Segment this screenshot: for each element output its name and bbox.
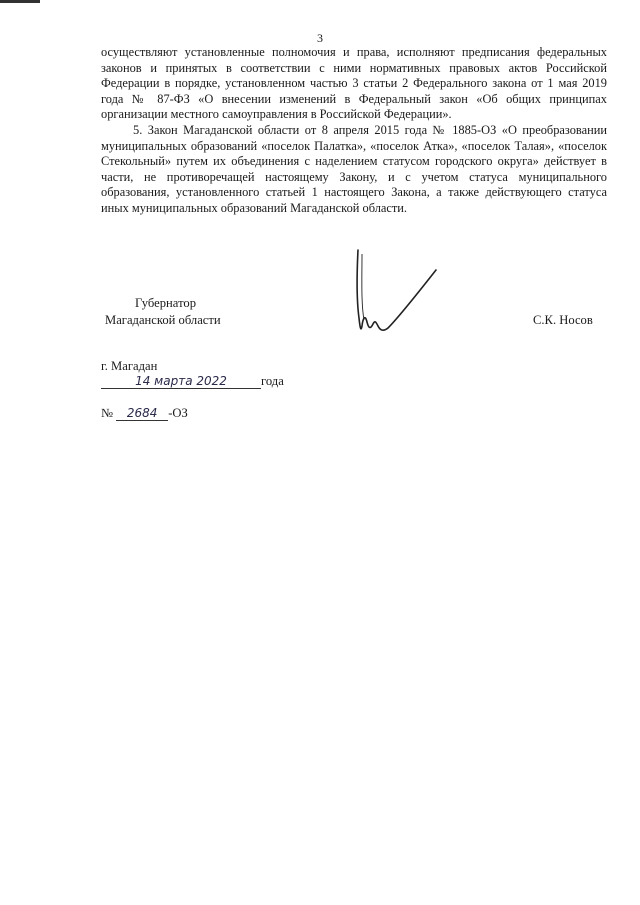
date-suffix: года [261,374,284,388]
place-of-signing: г. Магадан [101,359,158,373]
law-body-text [101,45,607,217]
signer-position-line2: Магаданской области [105,313,221,327]
signing-date-line [101,374,284,389]
paragraph-1: осуществляют установленные полномочия и права, исполняют предписания федеральных законов и принятых в соответствии с ними нормативных правовых актов Российской Федерации в порядке, установленном частью 3 статьи 2 Федерального закона от 1 мая 2019 года № 87-ФЗ «О внесении изменений в Федеральный закон «Об общих принципах организации местного самоуправления в Российской Федерации». [101,45,607,122]
number-prefix: № [101,406,114,420]
number-suffix: -ОЗ [168,406,188,420]
handwritten-law-number: 2684 [116,406,168,421]
paragraph-2: 5. Закон Магаданской области от 8 апреля 2015 года № 1885-ОЗ «О преобразовании муниципальных образований «поселок Палатка», «поселок Атка», «поселок Талая», «поселок Стекольный» путем их объединения с наделением статусом городского округа» действует в части, не противоречащей настоящему Закону, и с учетом статуса муниципального образования, установленного статьей 1 настоящего Закона, а также действующего статуса иных муниципальных образований Магаданской области. [101,122,607,215]
handwritten-signature [340,248,460,343]
page-number: 3 [317,31,323,45]
scan-edge-mark [0,0,40,3]
handwritten-date: 14 марта 2022 [101,374,261,389]
signer-name: С.К. Носов [533,313,593,327]
signer-position-line1: Губернатор [135,296,196,310]
law-number-line [101,406,188,421]
